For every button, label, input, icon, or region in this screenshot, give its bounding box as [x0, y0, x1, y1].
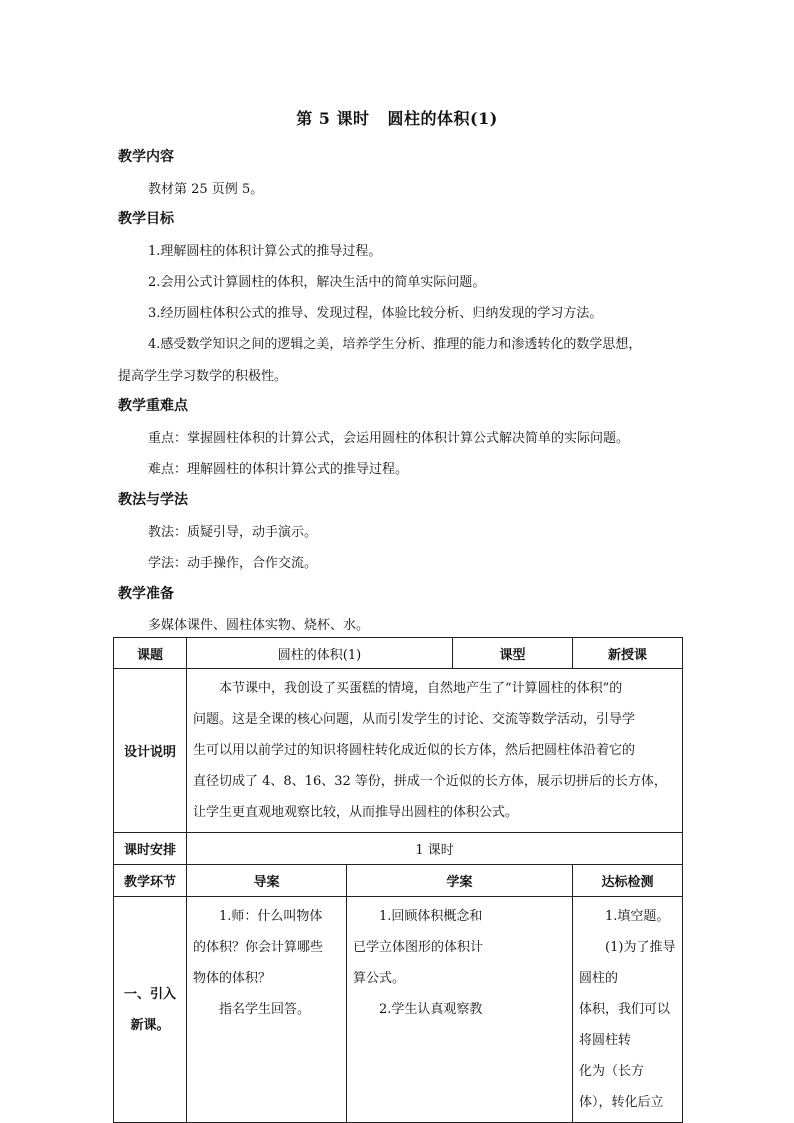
methods-heading: 教法与学法	[118, 492, 188, 508]
design-line: 生可以用以前学过的知识将圆柱转化成近似的长方体，然后把圆柱体沿着它的	[193, 743, 636, 758]
topic-label: 课题	[114, 638, 187, 669]
goal-item: 2.会用公式计算圆柱的体积，解决生活中的简单实际问题。	[148, 275, 486, 290]
study-line: 已学立体图形的体积计	[353, 940, 484, 955]
learning-method: 学法：动手操作，合作交流。	[148, 556, 318, 571]
type-value: 新授课	[573, 638, 683, 669]
stage-line: 一、引入	[123, 986, 176, 1002]
goal-item-continued: 提高学生学习数学的积极性。	[118, 369, 288, 384]
study-line: 1.回顾体积概念和	[379, 909, 483, 924]
prep-text: 多媒体课件、圆柱体实物、烧杯、水。	[148, 618, 370, 633]
content-heading: 教学内容	[118, 149, 174, 165]
lesson-number: 第 5 课时	[296, 109, 370, 128]
schedule-label: 课时安排	[114, 833, 187, 865]
difficulty-text: 难点：理解圆柱的体积计算公式的推导过程。	[148, 462, 409, 477]
lesson-plan-table	[113, 637, 683, 1123]
guide-line: 1.师：什么叫物体	[219, 909, 323, 924]
guide-line: 的体积？你会计算哪些	[193, 940, 324, 955]
goals-heading: 教学目标	[118, 211, 174, 227]
table-row	[114, 669, 683, 833]
stage-intro	[114, 897, 187, 1123]
column-check: 达标检测	[573, 865, 683, 897]
goal-item: 1.理解圆柱的体积计算公式的推导过程。	[148, 244, 382, 259]
study-line: 2.学生认真观察教	[379, 1002, 483, 1017]
guide-cell	[187, 897, 347, 1123]
prep-heading: 教学准备	[118, 586, 174, 602]
goal-item: 4.感受数学知识之间的逻辑之美，培养学生分析、推理的能力和渗透转化的数学思想，	[148, 337, 642, 352]
goal-item: 3.经历圆柱体积公式的推导、发现过程，体验比较分析、归纳发现的学习方法。	[148, 306, 603, 321]
schedule-value: 1 课时	[187, 833, 683, 865]
topic-value: 圆柱的体积(1)	[187, 638, 453, 669]
guide-line: 指名学生回答。	[219, 1002, 311, 1017]
table-row	[114, 865, 683, 897]
design-line: 直径切成了 4、8、16、32 等份，拼成一个近似的长方体，展示切拼后的长方体，	[193, 774, 667, 789]
table-row	[114, 638, 683, 669]
check-line: 1.填空题。	[605, 909, 670, 924]
stage-line: 新课。	[130, 1017, 170, 1033]
teaching-method: 教法：质疑引导，动手演示。	[148, 525, 318, 540]
check-line: 体积，我们可以将圆柱转	[579, 1002, 671, 1048]
check-line: (1)为了推导圆柱的	[579, 940, 676, 986]
design-line: 问题。这是全课的核心问题，从而引发学生的讨论、交流等数学活动，引导学	[193, 712, 636, 727]
study-cell	[347, 897, 573, 1123]
design-line: 本节课中，我创设了买蛋糕的情境，自然地产生了“计算圆柱的体积”的	[219, 681, 623, 696]
design-label: 设计说明	[114, 669, 187, 833]
type-label: 课型	[453, 638, 573, 669]
lesson-title: 圆柱的体积(1)	[387, 109, 498, 128]
guide-line: 物体的体积？	[193, 971, 272, 986]
check-line: 化为（长方体），转化后立	[579, 1064, 664, 1110]
study-line: 算公式。	[353, 971, 406, 986]
content-text: 教材第 25 页例 5。	[148, 182, 264, 197]
table-row	[114, 897, 683, 1123]
key-points-heading: 教学重难点	[118, 398, 188, 414]
column-study: 学案	[347, 865, 573, 897]
stage-label: 教学环节	[114, 865, 187, 897]
page-title	[0, 106, 794, 129]
check-cell	[573, 897, 683, 1123]
focus-text: 重点：掌握圆柱体积的计算公式，会运用圆柱的体积计算公式解决简单的实际问题。	[148, 431, 630, 446]
column-guide: 导案	[187, 865, 347, 897]
design-description	[187, 669, 683, 833]
table-row	[114, 833, 683, 865]
design-line: 让学生更直观地观察比较，从而推导出圆柱的体积公式。	[193, 805, 519, 820]
